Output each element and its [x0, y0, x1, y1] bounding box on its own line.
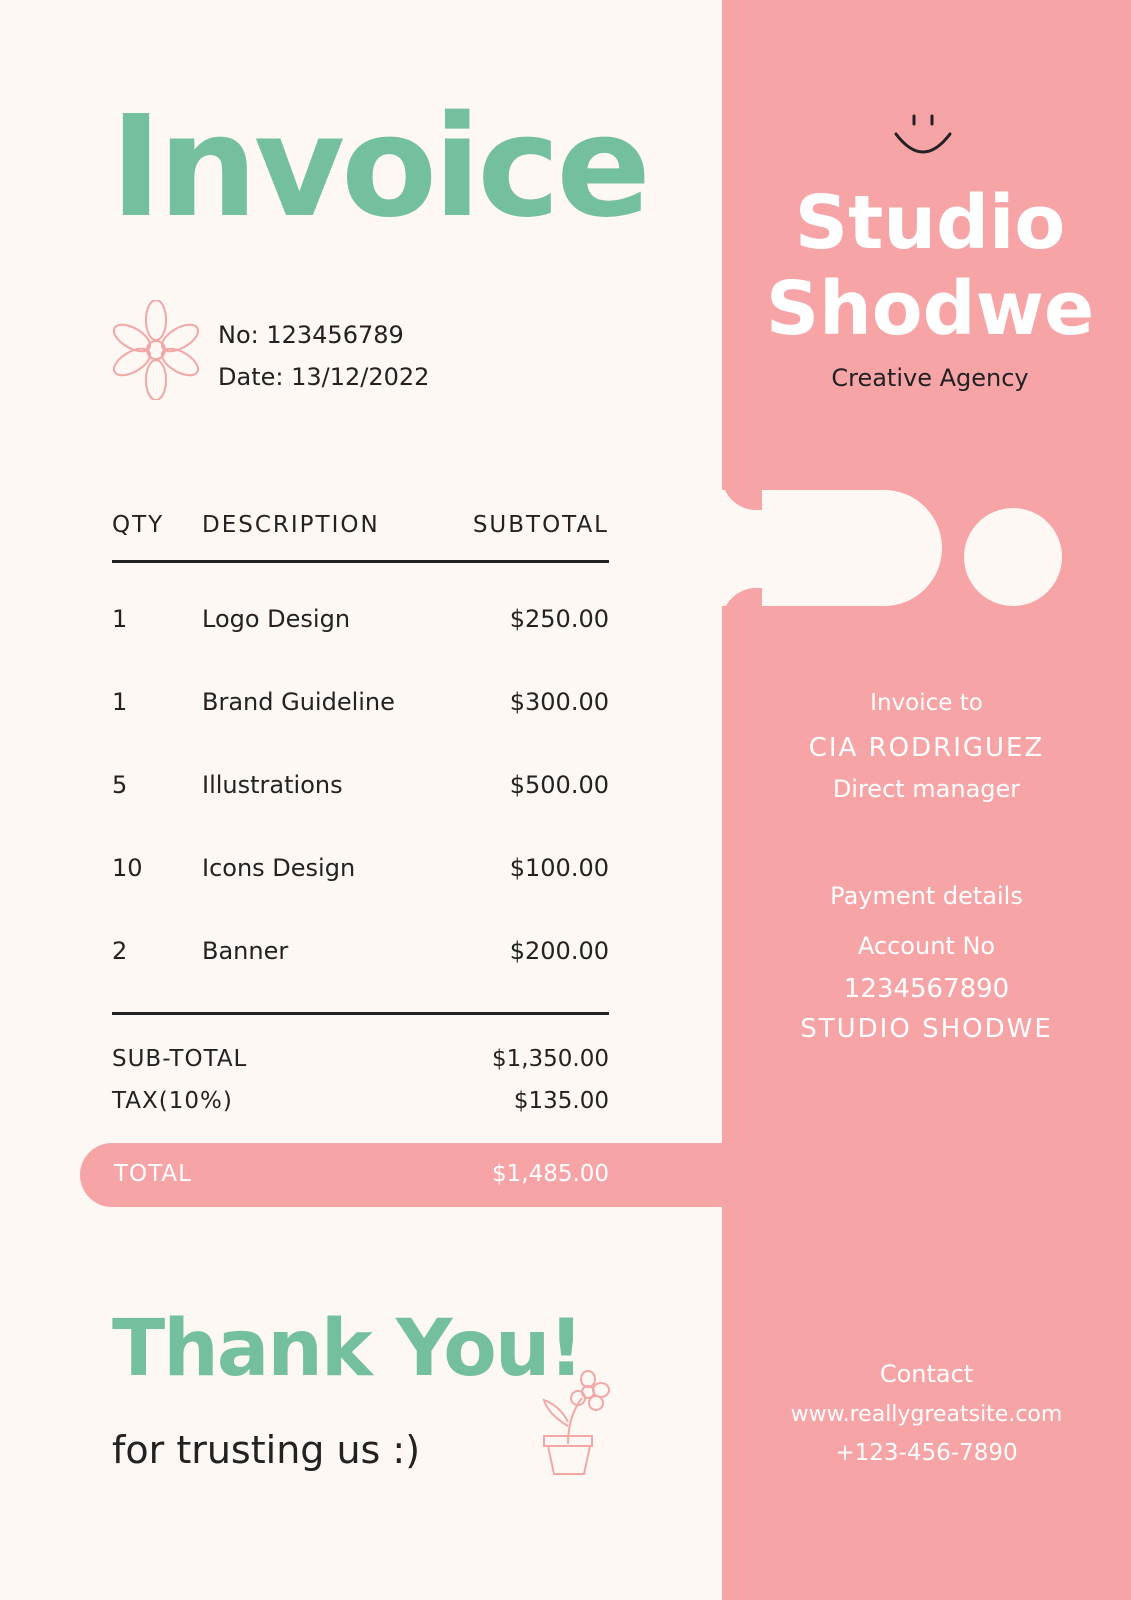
- row-subtotal: $100.00: [509, 854, 609, 882]
- subtotal-row: [112, 1040, 609, 1082]
- row-subtotal: $200.00: [509, 937, 609, 965]
- contact-block: [722, 1362, 1131, 1465]
- contact-phone: +123-456-7890: [835, 1440, 1018, 1466]
- total-value: $1,485.00: [492, 1161, 610, 1187]
- header-subtotal: SUBTOTAL: [472, 512, 609, 538]
- thank-you-heading: Thank You!: [112, 1304, 582, 1394]
- row-subtotal: $500.00: [509, 771, 609, 799]
- header-qty: QTY: [112, 512, 165, 538]
- tax-label: TAX(10%): [112, 1088, 233, 1114]
- brand-name: [760, 180, 1100, 352]
- decorative-circle: [964, 508, 1062, 606]
- row-subtotal: $250.00: [509, 605, 609, 633]
- tax-value: $135.00: [513, 1088, 609, 1114]
- invoice-title: Invoice: [110, 86, 648, 249]
- row-qty: 1: [112, 605, 128, 633]
- row-description: Icons Design: [202, 854, 356, 882]
- row-description: Illustrations: [202, 771, 343, 799]
- account-number: 1234567890: [843, 974, 1010, 1004]
- contact-website: www.reallygreatsite.com: [790, 1402, 1063, 1427]
- table-header: [112, 500, 609, 560]
- contact-label: Contact: [879, 1360, 974, 1388]
- account-name: STUDIO SHODWE: [800, 1014, 1053, 1044]
- row-qty: 10: [112, 854, 143, 882]
- totals-block: [112, 1040, 609, 1124]
- payment-label: Payment details: [830, 882, 1023, 910]
- account-label: Account No: [857, 932, 996, 960]
- invoice-to-label: Invoice to: [870, 690, 983, 716]
- smiley-icon: [890, 108, 960, 168]
- table-row: [112, 577, 609, 660]
- table-row: [112, 660, 609, 743]
- total-label: TOTAL: [114, 1161, 192, 1187]
- brand-line-2: Shodwe: [765, 266, 1095, 352]
- payment-block: [722, 884, 1131, 1042]
- table-row: [112, 743, 609, 826]
- trust-message: for trusting us :): [112, 1428, 421, 1472]
- total-bar: [80, 1143, 722, 1207]
- flower-icon: [112, 300, 200, 400]
- invoice-number: No: 123456789: [218, 321, 404, 349]
- header-description: DESCRIPTION: [202, 512, 380, 538]
- row-qty: 2: [112, 937, 128, 965]
- recipient-block: [722, 692, 1131, 801]
- table-row: [112, 909, 609, 992]
- brand-tagline: Creative Agency: [831, 364, 1029, 392]
- row-subtotal: $300.00: [509, 688, 609, 716]
- row-description: Banner: [202, 937, 289, 965]
- brand-line-1: Studio: [794, 180, 1066, 266]
- row-qty: 1: [112, 688, 128, 716]
- row-description: Brand Guideline: [202, 688, 395, 716]
- invoice-meta: [218, 314, 429, 398]
- table-body: [112, 563, 609, 1012]
- recipient-role: Direct manager: [832, 775, 1021, 803]
- row-description: Logo Design: [202, 605, 351, 633]
- subtotal-value: $1,350.00: [491, 1046, 609, 1072]
- tax-row: [112, 1082, 609, 1124]
- table-row: [112, 826, 609, 909]
- potted-flower-icon: [536, 1370, 616, 1476]
- invoice-date: Date: 13/12/2022: [218, 363, 430, 391]
- recipient-name: CIA RODRIGUEZ: [808, 733, 1045, 763]
- totals-rule: [112, 1012, 609, 1015]
- row-qty: 5: [112, 771, 128, 799]
- subtotal-label: SUB-TOTAL: [112, 1046, 248, 1072]
- items-table: [112, 500, 609, 1015]
